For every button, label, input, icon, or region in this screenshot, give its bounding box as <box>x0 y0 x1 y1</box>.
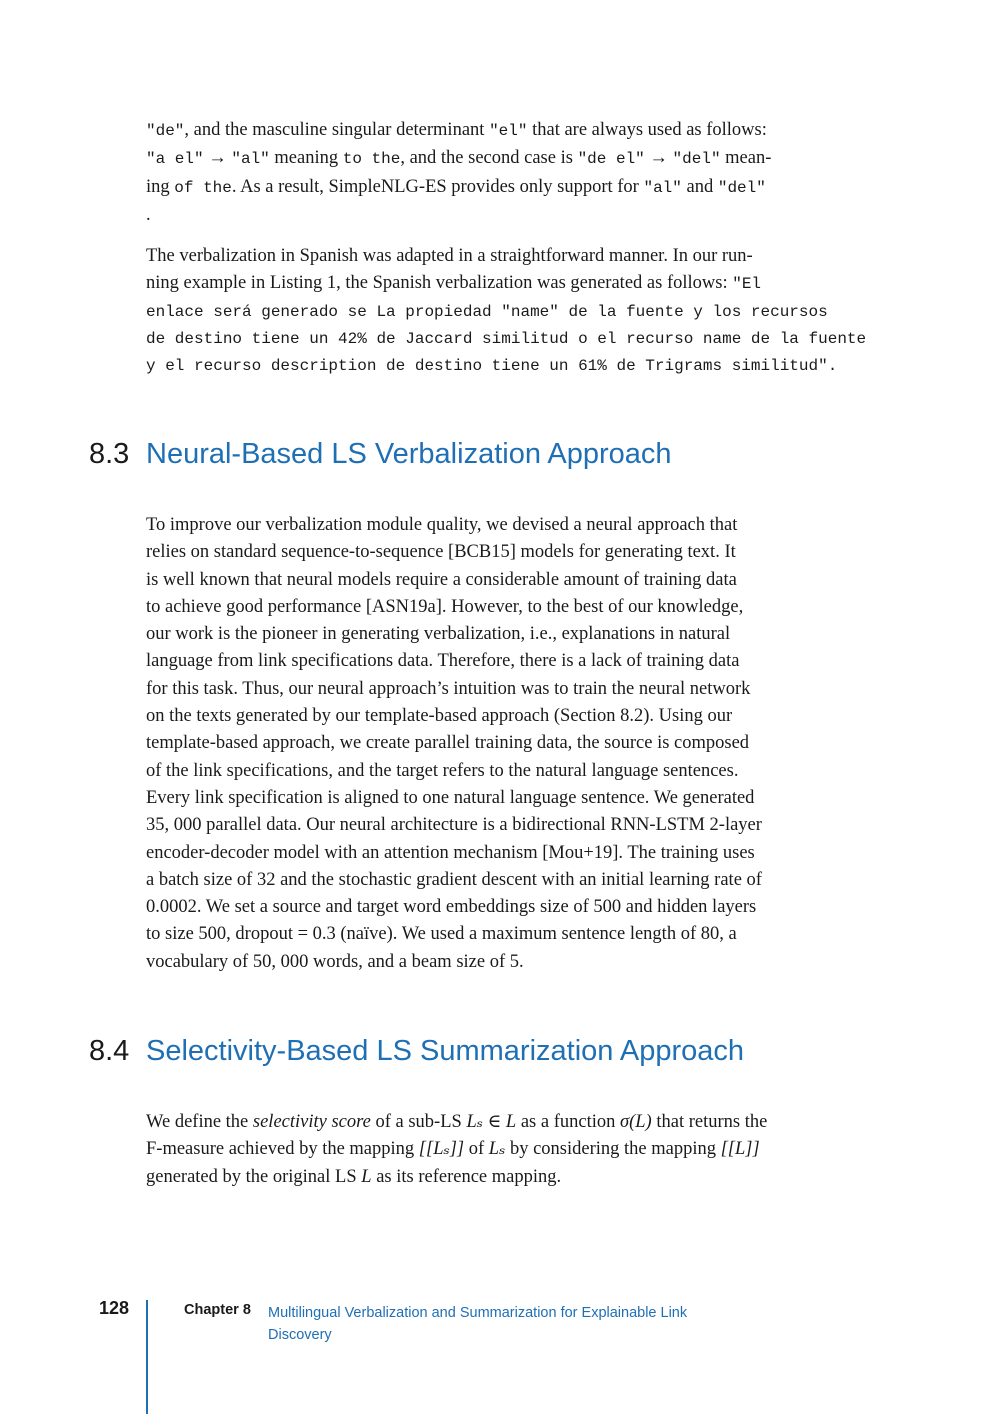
footer-divider <box>146 1300 148 1414</box>
text-line: a batch size of 32 and the stochastic gradient descent with an initial learning rate of <box>146 869 762 890</box>
text-line: de destino tiene un 42% de Jaccard similitud o el recurso name de la fuente <box>146 329 867 348</box>
section-heading-8-4 <box>89 1035 744 1068</box>
text-line: language from link specifications data. Therefore, there is a lack of training data <box>146 651 740 672</box>
text-line: is well known that neural models require a considerable amount of training data <box>146 569 737 590</box>
page-footer <box>0 1298 1000 1414</box>
text-line: "de", and the masculine singular determinant "el" that are always used as follows: <box>146 120 767 140</box>
text-line: our work is the pioneer in generating verbalization, i.e., explanations in natural <box>146 624 731 645</box>
chapter-label: Chapter 8 <box>184 1302 251 1318</box>
text-line: template-based approach, we create parallel training data, the source is composed <box>146 733 750 754</box>
paragraph-neural-approach <box>146 512 810 976</box>
text-line: We define the selectivity score of a sub-LS Lₛ ∈ L as a function σ(L) that returns the <box>146 1112 768 1132</box>
text-line: generated by the original LS L as its reference mapping. <box>146 1166 562 1187</box>
text-line: to achieve good performance [ASN19a]. However, to the best of our knowledge, <box>146 596 744 617</box>
text-line: Every link specification is aligned to one natural language sentence. We generated <box>146 787 755 808</box>
text-line: F-measure achieved by the mapping [[Lₛ]] of Lₛ by considering the mapping [[L]] <box>146 1139 760 1160</box>
section-number: 8.4 <box>89 1035 130 1067</box>
text-line: enlace será generado se La propiedad "name" de la fuente y los recursos <box>146 302 828 321</box>
paragraph-selectivity-score <box>146 1109 810 1191</box>
section-title: Selectivity-Based LS Summarization Approach <box>146 1035 745 1067</box>
paragraph-spanish-verbalization <box>146 243 876 380</box>
text-line: ing of the. As a result, SimpleNLG-ES provides only support for "al" and "del" <box>146 176 766 197</box>
text-line: relies on standard sequence-to-sequence [BCB15] models for generating text. It <box>146 542 736 563</box>
text-line: vocabulary of 50, 000 words, and a beam size of 5. <box>146 951 524 972</box>
text-line: 35, 000 parallel data. Our neural architecture is a bidirectional RNN-LSTM 2-layer <box>146 815 762 836</box>
text-line: To improve our verbalization module quality, we devised a neural approach that <box>146 515 738 535</box>
section-title: Neural-Based LS Verbalization Approach <box>146 438 672 470</box>
text-line: 0.0002. We set a source and target word embeddings size of 500 and hidden layers <box>146 897 757 918</box>
text-line: The verbalization in Spanish was adapted in a straightforward manner. In our run- <box>146 246 753 266</box>
text-line: y el recurso description de destino tiene un 61% de Trigrams similitud". <box>146 357 838 376</box>
text-line: ning example in Listing 1, the Spanish verbalization was generated as follows: "El <box>146 273 762 294</box>
text-line: for this task. Thus, our neural approach’s intuition was to train the neural network <box>146 678 751 699</box>
paragraph-spanish-contractions <box>146 117 810 229</box>
text-line: on the texts generated by our template-based approach (Section 8.2). Using our <box>146 706 733 727</box>
text-line: "a el" → "al" meaning to the, and the second case is "de el" → "del" mean- <box>146 148 772 169</box>
section-heading-8-3 <box>89 438 672 471</box>
text-line: encoder-decoder model with an attention mechanism [Mou+19]. The training uses <box>146 842 755 863</box>
page-number: 128 <box>99 1298 130 1318</box>
section-number: 8.3 <box>89 438 130 470</box>
chapter-title: Multilingual Verbalization and Summarization for Explainable Link Discovery <box>268 1305 688 1343</box>
text-line: . <box>146 204 151 225</box>
text-line: of the link specifications, and the target refers to the natural language sentences. <box>146 760 739 781</box>
text-line: to size 500, dropout = 0.3 (naïve). We used a maximum sentence length of 80, a <box>146 924 737 945</box>
